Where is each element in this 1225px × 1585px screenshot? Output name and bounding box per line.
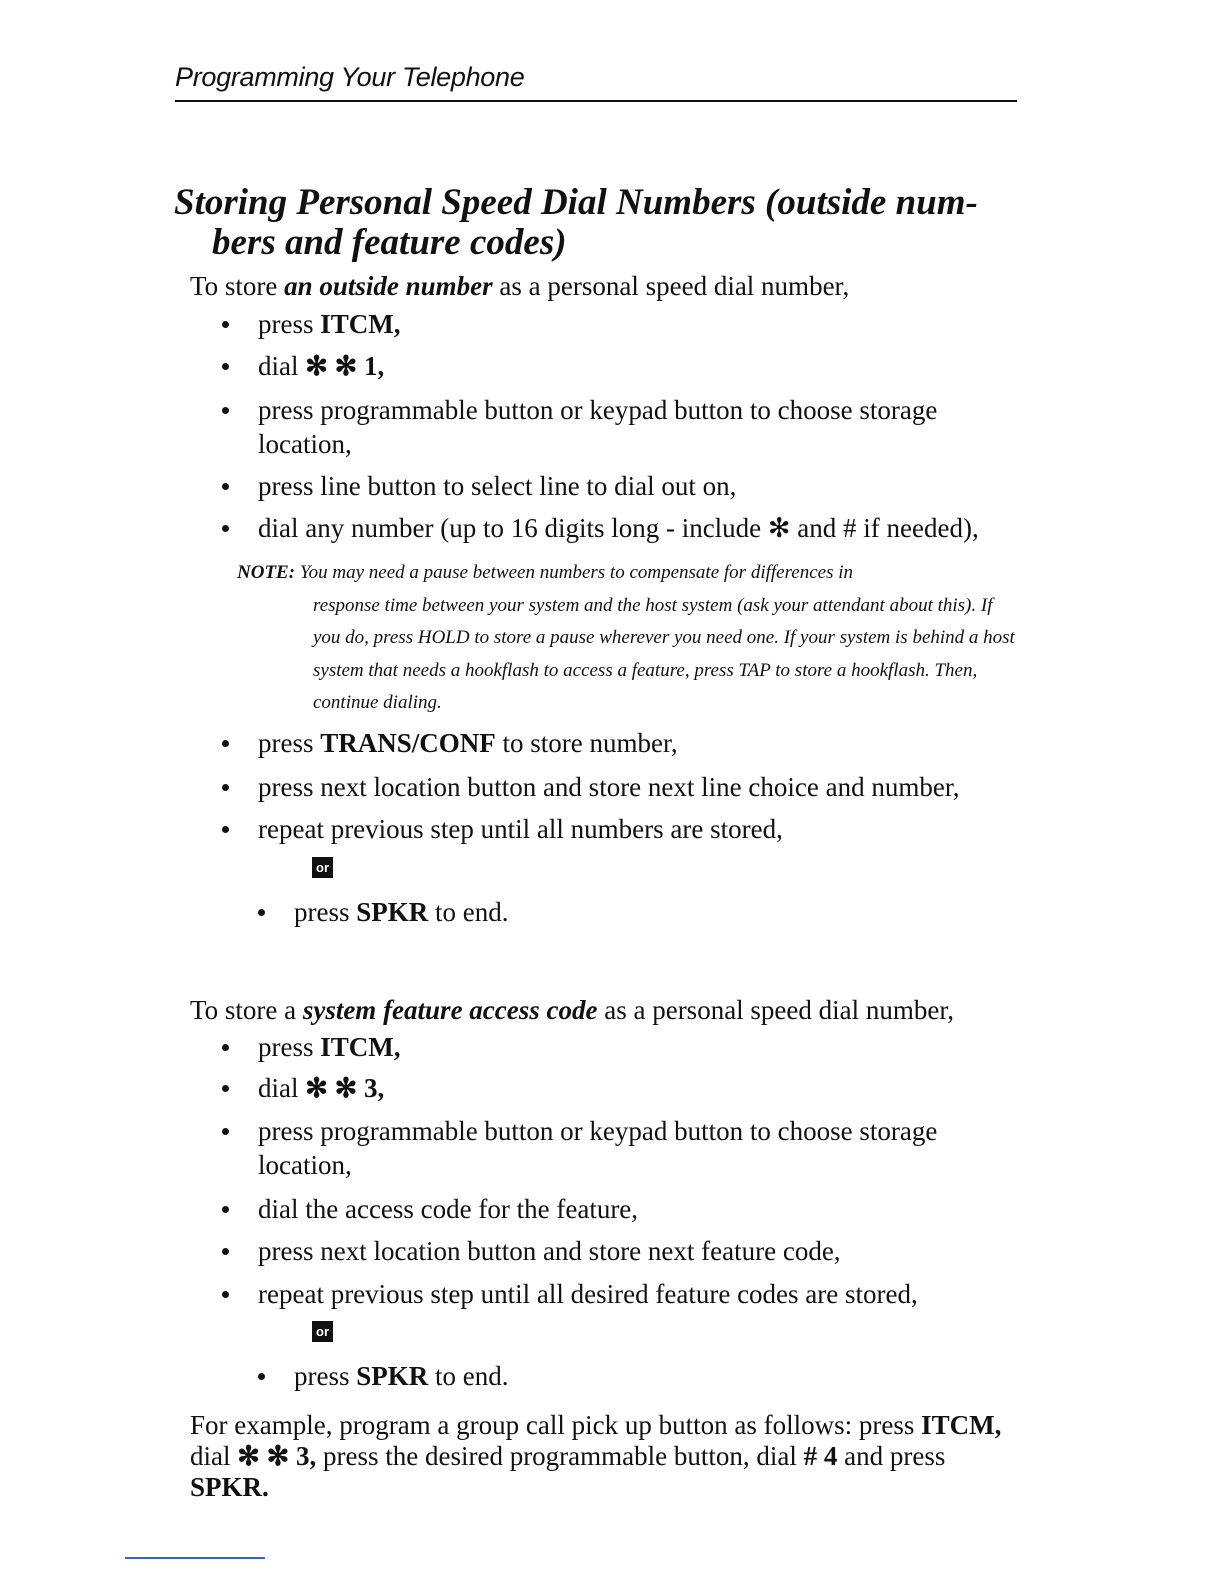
step-text: press line button to select line to dial out on,	[258, 471, 737, 501]
list-item	[222, 726, 1012, 760]
bullet-icon	[222, 1206, 229, 1213]
bullet-icon	[222, 483, 229, 490]
step-bold: ✻ ✻ 1,	[305, 351, 385, 381]
note-body: response time between your system and the host system (ask your attendant about this). If you do, press HOLD to store a pause wherever you need one. If your system is behind a host system that needs a hookflash to access a feature, press TAP to store a hookflash. Then, continue dialing.	[313, 594, 1015, 713]
step-bold: ITCM,	[320, 1032, 401, 1062]
step-text: press	[258, 728, 321, 758]
intro-suffix: as a personal speed dial number,	[597, 995, 955, 1025]
note-label: NOTE:	[237, 562, 296, 583]
section-title-line2: bers and feature codes)	[212, 222, 567, 263]
list-item	[222, 1030, 1012, 1064]
intro-emphasis: an outside number	[284, 271, 493, 301]
header-title: Programming Your Telephone	[175, 62, 525, 92]
step-text: press	[294, 897, 357, 927]
step-text: press	[258, 1032, 321, 1062]
section-title	[174, 183, 1034, 263]
bullet-icon	[222, 826, 229, 833]
step-text: to store number,	[495, 728, 678, 758]
intro-feature-code	[190, 994, 1020, 1026]
list-item	[222, 393, 1012, 461]
step-bold: SPKR	[356, 897, 429, 927]
bullet-icon	[222, 321, 229, 328]
bullet-icon	[222, 407, 229, 414]
list-item	[222, 349, 1012, 383]
step-bold: ✻ ✻ 3,	[305, 1073, 385, 1103]
or-icon: or	[312, 1321, 333, 1342]
step-text: press next location button and store next line choice and number,	[258, 772, 960, 802]
list-item	[222, 469, 1012, 503]
step-bold: ITCM,	[320, 309, 401, 339]
list-item	[222, 1071, 1012, 1105]
list-item	[222, 1277, 1012, 1311]
list-item	[222, 812, 1012, 846]
step-text: to end.	[428, 1361, 509, 1391]
note-block	[237, 557, 1017, 720]
step-text: press	[258, 309, 321, 339]
list-item	[222, 307, 1012, 341]
example-text: press the desired programmable button, dial	[316, 1441, 804, 1471]
bullet-icon	[222, 363, 229, 370]
intro-prefix: To store a	[190, 995, 303, 1025]
or-icon: or	[312, 857, 333, 878]
list-item	[222, 1234, 1012, 1268]
step-text: to end.	[428, 897, 509, 927]
list-item	[258, 895, 1048, 929]
intro-outside-number	[190, 270, 1020, 302]
list-item	[222, 511, 1012, 545]
step-text: press programmable button or keypad button to choose storage location,	[258, 1116, 938, 1180]
step-text: press next location button and store next feature code,	[258, 1236, 841, 1266]
example-bold: ✻ ✻ 3,	[237, 1441, 317, 1471]
list-item	[222, 1114, 1012, 1182]
step-text: press	[294, 1361, 357, 1391]
step-bold: SPKR	[356, 1361, 429, 1391]
step-text: dial the access code for the feature,	[258, 1194, 639, 1224]
bullet-icon	[222, 1085, 229, 1092]
example-bold: # 4	[803, 1441, 838, 1471]
note-line1: You may need a pause between numbers to compensate for differences in	[295, 562, 854, 583]
intro-emphasis: system feature access code	[302, 995, 598, 1025]
bullet-icon	[222, 1044, 229, 1051]
example-text: For example, program a group call pick up button as follows: press	[190, 1410, 922, 1440]
step-text: repeat previous step until all numbers are stored,	[258, 814, 783, 844]
bullet-icon	[222, 784, 229, 791]
list-item	[258, 1359, 1048, 1393]
bullet-icon	[222, 1291, 229, 1298]
example-bold: SPKR.	[190, 1472, 269, 1502]
bullet-icon	[222, 1248, 229, 1255]
example-text: dial	[190, 1441, 238, 1471]
page-header	[175, 60, 1017, 102]
section-title-line1: Storing Personal Speed Dial Numbers (outside num-	[174, 182, 978, 223]
bullet-icon	[222, 525, 229, 532]
intro-prefix: To store	[190, 271, 285, 301]
step-bold: TRANS/CONF	[320, 728, 496, 758]
step-text: dial	[258, 351, 306, 381]
list-item	[222, 770, 1012, 804]
bullet-icon	[222, 740, 229, 747]
step-text: dial	[258, 1073, 306, 1103]
list-item	[222, 1192, 1012, 1226]
footer-rule	[125, 1557, 265, 1559]
bullet-icon	[222, 1128, 229, 1135]
bullet-icon	[258, 909, 265, 916]
example-paragraph	[190, 1410, 1010, 1503]
example-text: and press	[837, 1441, 946, 1471]
intro-suffix: as a personal speed dial number,	[492, 271, 850, 301]
step-text: repeat previous step until all desired feature codes are stored,	[258, 1279, 918, 1309]
example-bold: ITCM,	[921, 1410, 1002, 1440]
bullet-icon	[258, 1373, 265, 1380]
step-text: dial any number (up to 16 digits long - include ✻ and # if needed),	[258, 513, 979, 543]
step-text: press programmable button or keypad button to choose storage location,	[258, 395, 938, 459]
